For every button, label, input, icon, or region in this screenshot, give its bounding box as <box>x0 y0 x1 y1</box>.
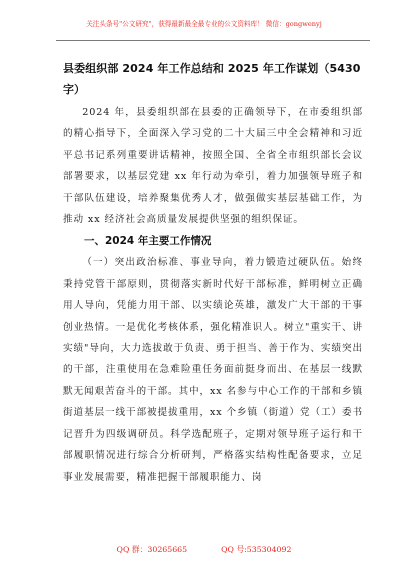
footer-qq-group: QQ 群：30265665 <box>116 545 188 554</box>
document-title: 县委组织部 2024 年工作总结和 2025 年工作谋划（5430 <box>63 62 361 75</box>
section-heading: 一、2024 年主要工作情况 <box>84 235 212 248</box>
footer-qq-number: QQ 号:535304092 <box>221 545 292 554</box>
intro-paragraph: 2024 年，县委组织部在县委的正确领导下，在市委组织部的精心指导下，全面深入学习党的二十大届三中全会精神和习近平总书记系列重要讲话精神，按照全国、全省全市组织部长会议部署要求，以基层党建 xx 年行动为牵引，着力加强领导班子和干部队伍建设，培养聚集优秀人才，做强做实基层基础工作，为推动 xx 经济社会高质量发展提供坚强的组织保证。 <box>63 107 363 226</box>
header-divider <box>56 40 370 41</box>
document-body <box>63 58 363 488</box>
document-title-continued: 字） <box>63 83 85 96</box>
header-banner: 关注头条号"公文研究"，获得最新最全最专业的公文资料库！ 微信：gongwenyj <box>86 20 322 28</box>
section-paragraph: （一）突出政治标准、事业导向，着力锻造过硬队伍。始终秉持党管干部原则，贯彻落实新时代好干部标准，鲜明树立正确用人导向，凭能力用干部、以实绩论英雄，激发广大干部的干事创业热情。一是优化考核体系，强化精准识人。树立"重实干、讲实绩"导向，大力选拔敢于负责、勇于担当、善于作为、实绩突出的干部，注重使用在急难险重任务面前挺身而出、在基层一线默默无闻艰苦奋斗的干部。其中，xx 名参与中心工作的干部和乡镇街道基层一线干部被提拔重用，xx 个乡镇（街道）党（工）委书记晋升为四级调研员。科学选配班子，定期对领导班子运行和干部履职情况进行综合分析研判，严格落实结构性配备要求，立足事业发展需要，精准把握干部履职能力、岗 <box>63 257 363 483</box>
footer-contact <box>0 545 408 555</box>
